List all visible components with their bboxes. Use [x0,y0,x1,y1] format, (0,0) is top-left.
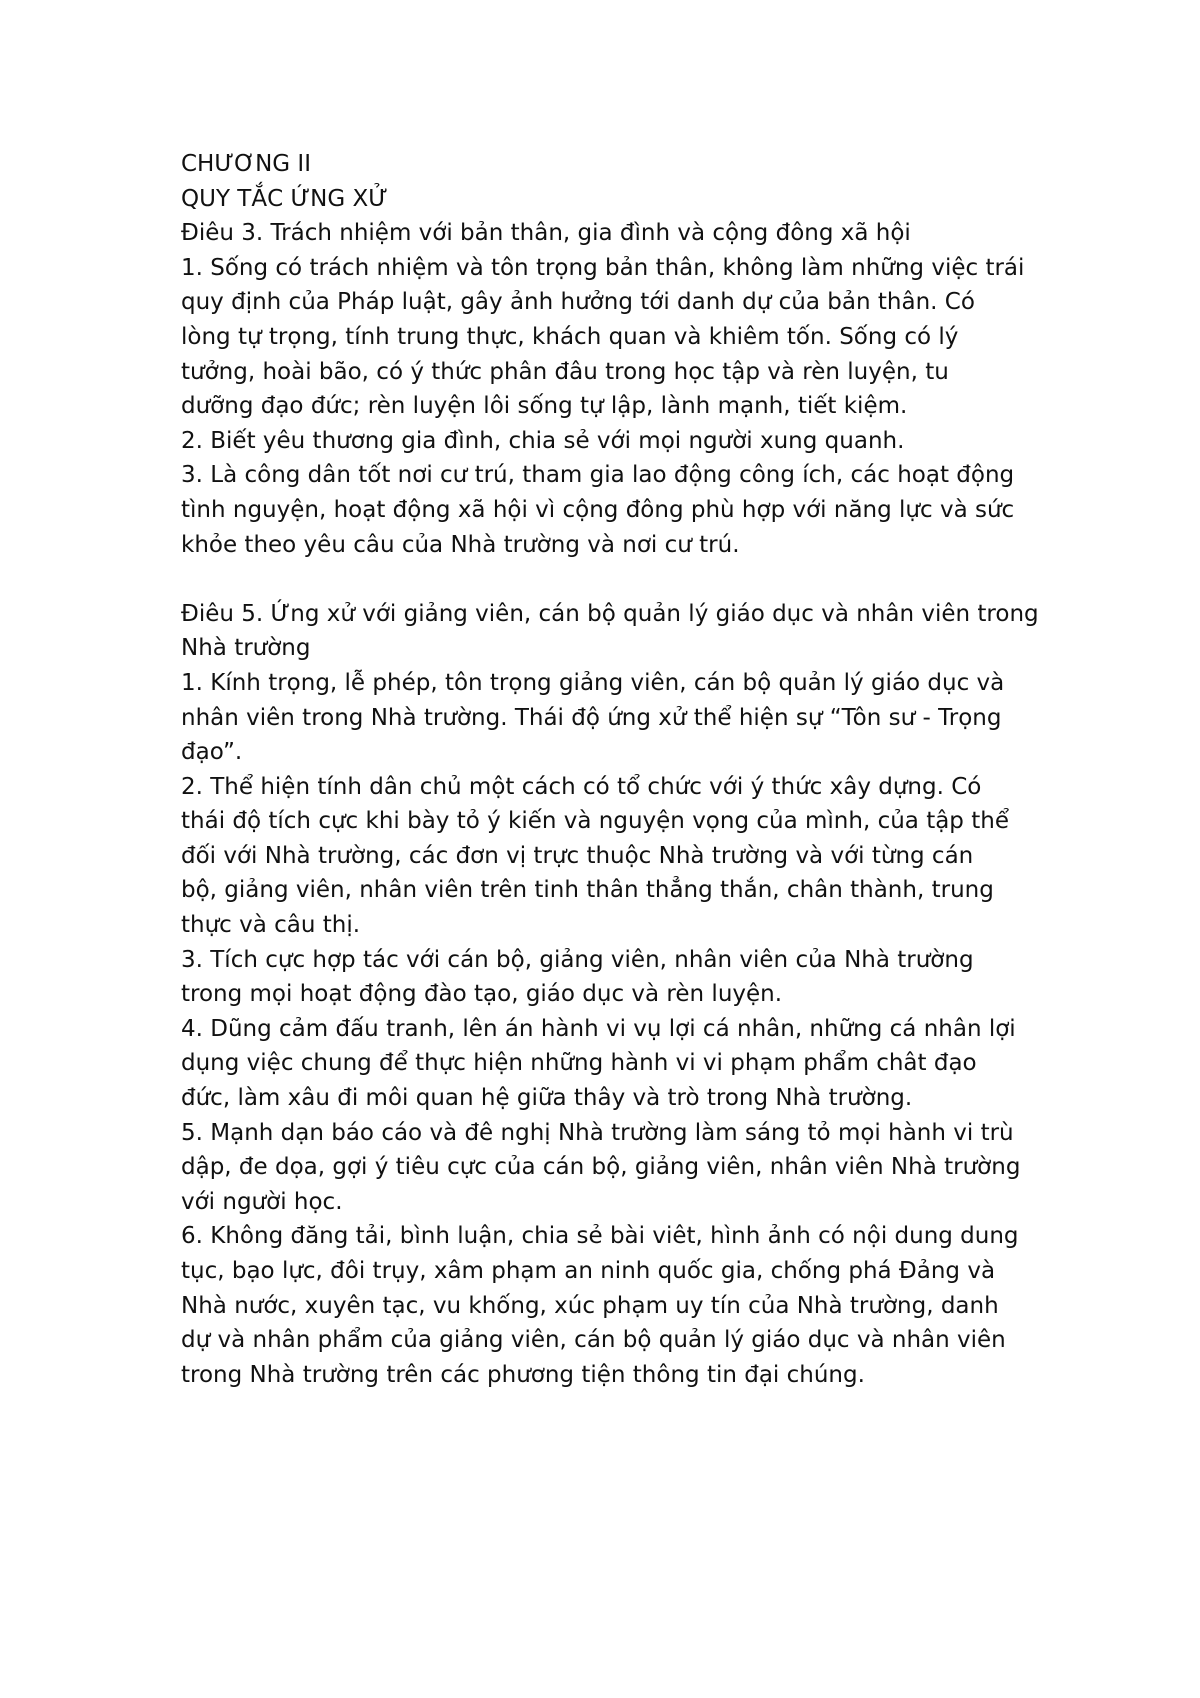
article-3-line: 3. Là công dân tốt nơi cư trú, tham gia lao động công ích, các hoạt động [181,462,1015,489]
article-5-line: đạo”. [181,739,243,766]
article-5-line: nhân viên trong Nhà trường. Thái độ ứng xử thể hiện sự “Tôn sư - Trọng [181,704,1002,731]
article-3-heading: Điêu 3. Trách nhiệm với bản thân, gia đình và cộng đông xã hội [181,220,911,247]
article-3-line: 1. Sống có trách nhiệm và tôn trọng bản thân, không làm những việc trái [181,254,1025,281]
article-5-line: tục, bạo lực, đôi trụy, xâm phạm an ninh quốc gia, chống phá Đảng và [181,1258,996,1284]
article-3-line: khỏe theo yêu câu của Nhà trường và nơi cư trú. [181,531,740,558]
article-3-line: tình nguyện, hoạt động xã hội vì cộng đông phù hợp với năng lực và sức [181,496,1015,523]
paragraph-gap [181,562,1041,597]
article-3-line: quy định của Pháp luật, gây ảnh hưởng tới danh dự của bản thân. Có [181,289,975,316]
article-5-line: dập, đe dọa, gợi ý tiêu cực của cán bộ, giảng viên, nhân viên Nhà trường [181,1154,1021,1181]
article-5-line: dụng việc chung để thực hiện những hành vi vi phạm phẩm chât đạo [181,1050,977,1077]
article-3 [181,216,1041,562]
document-body [181,147,1041,1392]
article-5-line: đức, làm xâu đi môi quan hệ giữa thây và trò trong Nhà trường. [181,1085,913,1112]
article-3-line: 2. Biết yêu thương gia đình, chia sẻ với mọi người xung quanh. [181,427,905,454]
chapter-number: CHƯƠNG II [181,151,311,177]
article-5-line: 4. Dũng cảm đấu tranh, lên án hành vi vụ lợi cá nhân, những cá nhân lợi [181,1015,1016,1042]
article-5-line: 1. Kính trọng, lễ phép, tôn trọng giảng viên, cán bộ quản lý giáo dục và [181,669,1005,696]
article-5-heading: Điêu 5. Ứng xử với giảng viên, cán bộ quản lý giáo dục và nhân viên trong [181,600,1039,627]
article-5-line: 3. Tích cực hợp tác với cán bộ, giảng viên, nhân viên của Nhà trường [181,946,974,973]
article-5-line: 5. Mạnh dạn báo cáo và đê nghị Nhà trường làm sáng tỏ mọi hành vi trù [181,1119,1014,1146]
article-5-line: bộ, giảng viên, nhân viên trên tinh thân thẳng thắn, chân thành, trung [181,877,994,904]
article-5-line: đối với Nhà trường, các đơn vị trực thuộc Nhà trường và với từng cán [181,842,974,869]
article-5-heading: Nhà trường [181,635,311,662]
chapter-title: QUY TẮC ỨNG XỬ [181,185,389,212]
article-5-line: 2. Thể hiện tính dân chủ một cách có tổ chức với ý thức xây dựng. Có [181,773,982,800]
article-3-line: lòng tự trọng, tính trung thực, khách quan và khiêm tốn. Sống có lý [181,323,959,350]
article-5-line: trong Nhà trường trên các phương tiện thông tin đại chúng. [181,1361,865,1388]
article-5-line: trong mọi hoạt động đào tạo, giáo dục và rèn luyện. [181,981,783,1008]
article-5 [181,597,1041,1393]
article-5-line: với người học. [181,1188,343,1215]
article-5-line: thái độ tích cực khi bày tỏ ý kiến và nguyện vọng của mình, của tập thể [181,808,1009,835]
article-5-line: dự và nhân phẩm của giảng viên, cán bộ quản lý giáo dục và nhân viên [181,1327,1006,1354]
article-5-line: Nhà nước, xuyên tạc, vu khống, xúc phạm uy tín của Nhà trường, danh [181,1292,999,1319]
article-5-line: thực và câu thị. [181,912,361,939]
article-3-line: dưỡng đạo đức; rèn luyện lôi sống tự lập, lành mạnh, tiết kiệm. [181,393,908,420]
article-5-line: 6. Không đăng tải, bình luận, chia sẻ bài viêt, hình ảnh có nội dung dung [181,1223,1019,1250]
article-3-line: tưởng, hoài bão, có ý thức phân đâu trong học tập và rèn luyện, tu [181,358,949,385]
